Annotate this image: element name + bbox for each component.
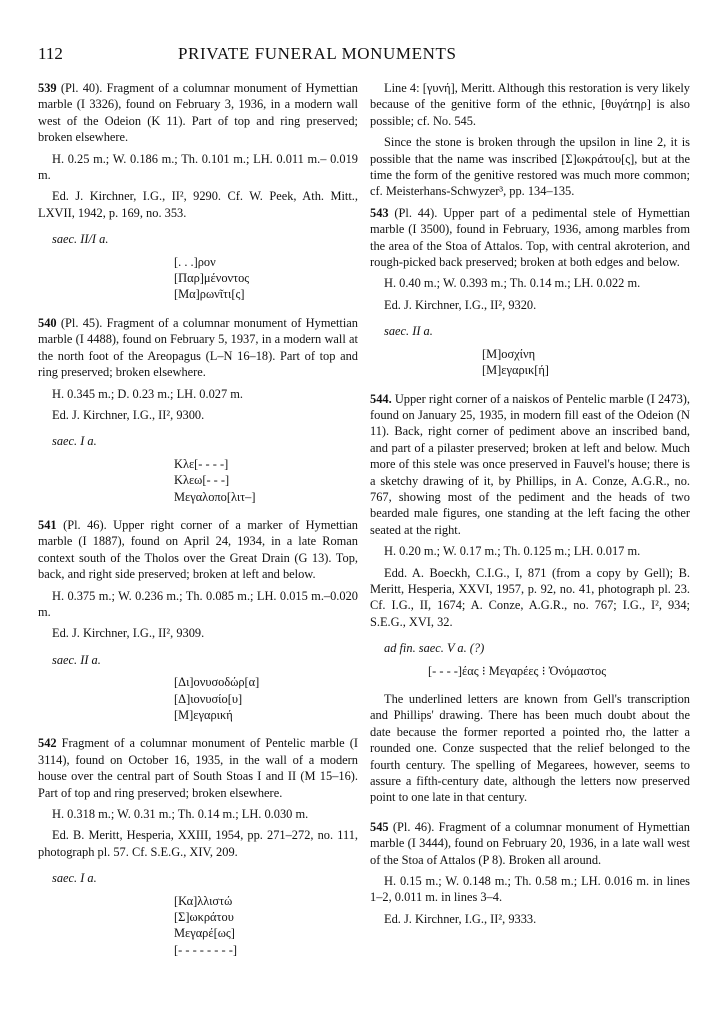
entry-542-edition: Ed. B. Meritt, Hesperia, XXIII, 1954, pp. 271–272, no. 111, photograph pl. 57. Cf. S.E.G., XIV, 209.: [38, 828, 358, 859]
entry-542-inscription: [174, 893, 358, 959]
entry-545-edition: Ed. J. Kirchner, I.G., II², 9333.: [384, 911, 537, 926]
right-column: [370, 80, 690, 932]
inscription-line: [Κα]λλιστώ: [174, 893, 233, 908]
entry-545-description: 545 (Pl. 46). Fragment of a columnar monument of Hymettian marble (I 3444), found on February 20, 1936, in a late wall west of the Stoa of Attalos (P 8). Broken all around.: [370, 819, 690, 867]
page-number: 112: [38, 44, 63, 63]
inscription-line: Μεγαρέ[ως]: [174, 926, 235, 941]
inscription-line: [Παρ]μένοντος: [174, 271, 250, 286]
running-head: PRIVATE FUNERAL MONUMENTS: [178, 44, 457, 63]
entry-543-description: 543 (Pl. 44). Upper part of a pedimental stele of Hymettian marble (I 3500), found in February, 1936, among marbles from the area of the Stoa of Attalos. Top, with central akroterion, and rough-picked back preserved; broken at both edges and below.: [370, 205, 690, 270]
entry-545-dimensions: H. 0.15 m.; W. 0.148 m.; Th. 0.58 m.; LH. 0.016 m. in lines 1–2, 0.011 m. in lines 3–4.: [370, 874, 690, 905]
entry-542-dimensions: H. 0.318 m.; W. 0.31 m.; Th. 0.14 m.; LH. 0.030 m.: [52, 807, 309, 822]
entry-542-description: 542 Fragment of a columnar monument of Pentelic marble (I 3114), found on October 16, 1935, in the wall of a modern house over the central part of South Stoas I and II (M 15–16). Part of top and ring preserved; broken elsewhere.: [38, 736, 358, 800]
note-line-4: Line 4: [γυνή], Meritt. Although this restoration is very likely because of the genitive form of the ethnic, [θυγάτηρ] is also possible; cf. No. 545.: [370, 81, 690, 128]
entry-543-edition: Ed. J. Kirchner, I.G., II², 9320.: [384, 297, 537, 312]
inscription-line: Μεγαλοπο[λιτ–]: [174, 489, 256, 504]
left-column: [38, 80, 358, 970]
entry-544-dimensions: H. 0.20 m.; W. 0.17 m.; Th. 0.125 m.; LH. 0.017 m.: [384, 544, 641, 559]
entry-540-description: 540 (Pl. 45). Fragment of a columnar monument of Hymettian marble (I 4488), found on February 5, 1937, in a modern wall at the north foot of the Areopagus (L–N 16–18). Part of top and ring preserved; broken elsewhere.: [38, 315, 358, 380]
inscription-line: [Μα]ρωνῖτι[ς]: [174, 287, 245, 302]
entry-543-inscription: [482, 346, 690, 379]
inscription-line: [- - - - - - - -]: [174, 942, 237, 957]
entry-543-dimensions: H. 0.40 m.; W. 0.393 m.; Th. 0.14 m.; LH. 0.022 m.: [384, 276, 641, 291]
entry-544-date: ad fin. saec. V a. (?): [384, 641, 485, 656]
entry-543-date: saec. II a.: [384, 324, 433, 339]
entry-541-edition: Ed. J. Kirchner, I.G., II², 9309.: [52, 626, 205, 641]
entry-544-inscription: [428, 663, 690, 679]
entry-539-edition: Ed. J. Kirchner, I.G., II², 9290. Cf. W. Peek, Ath. Mitt., LXVII, 1942, p. 169, no. 353.: [38, 189, 358, 220]
entry-539-inscription: [174, 254, 358, 303]
entry-540-date: saec. I a.: [52, 434, 97, 449]
page-header: [38, 44, 687, 68]
entry-540-inscription: [174, 456, 358, 505]
entry-544-edition: Edd. A. Boeckh, C.I.G., I, 871 (from a copy by Gell); B. Meritt, Hesperia, XXVI, 1957, p. 92, no. 41, photograph pl. 23. Cf. I.G., II, 1674; A. Conze, A.G.R., no. 767; I.G., I², 934; S.E.G., XVI, 32.: [370, 565, 690, 629]
entry-542-date: saec. I a.: [52, 871, 97, 886]
inscription-line: Κλεω[- - -]: [174, 473, 230, 488]
inscription-line: [- - - -]έας ⁝ Μεγαρέες ⁝ Ὀνόμαστος: [428, 663, 607, 678]
inscription-line: [Μ]εγαρική: [174, 708, 233, 722]
entry-541-description: 541 (Pl. 46). Upper right corner of a marker of Hymettian marble (I 1887), found on April 24, 1934, in a late Roman context south of the Tholos over the Great Drain (G 13). Top, back, and right side preserved; broken at left and below.: [38, 517, 358, 582]
inscription-line: [. . .]ρον: [174, 254, 216, 269]
entry-540-edition: Ed. J. Kirchner, I.G., II², 9300.: [52, 407, 205, 422]
inscription-line: [Μ]εγαρικ[ή]: [482, 363, 549, 378]
inscription-line: [Σ]ωκράτου: [174, 910, 234, 925]
entry-544-description: 544. Upper right corner of a naiskos of Pentelic marble (I 2473), found on January 25, 1935, in modern fill east of the Odeion (N 11). Back, right corner of pediment above an inscribed band, and part of a pilaster preserved; broken at left and below. Much more of this stele was once preserved in Fauvel's house; there is a sketchy drawing of it, by Phillips, in A. Conze, A.G.R., no. 767, showing most of the pediment and the heads of two bearded male figures, one standing at the left facing the other seated at the right.: [370, 391, 690, 537]
entry-539-dimensions: H. 0.25 m.; W. 0.186 m.; Th. 0.101 m.; LH. 0.011 m.– 0.019 m.: [38, 151, 358, 183]
entry-544-commentary: The underlined letters are known from Gell's transcription and Phillips' drawing. There has been much doubt about the date because the former reported a pointed rho, the latter a rounded one. Conze suspected that the relief belonged to the fourth century. The spelling of Megarees, however, seems to assure a fifth-century date, although the letters now preserved point to one late in that century.: [370, 692, 690, 805]
entry-541-dimensions: H. 0.375 m.; W. 0.236 m.; Th. 0.085 m.; LH. 0.015 m.–0.020 m.: [38, 588, 358, 619]
inscription-line: [Δι]ονυσοδώρ[α]: [174, 675, 260, 690]
inscription-line: [Μ]οσχίνη: [482, 346, 536, 361]
inscription-line: Κλε[- - - -]: [174, 456, 229, 471]
note-upsilon: Since the stone is broken through the upsilon in line 2, it is possible that the name was inscribed [Σ]ωκράτου[ς], but at the time the form of the genitive restored was much more common; cf. Meisterhans-Schwyzer³, pp. 134–135.: [370, 135, 690, 199]
entry-540-dimensions: H. 0.345 m.; D. 0.23 m.; LH. 0.027 m.: [52, 386, 244, 401]
entry-541-inscription: [174, 674, 358, 723]
entry-539-date: saec. II/I a.: [52, 232, 109, 247]
entry-539-description: 539 (Pl. 40). Fragment of a columnar monument of Hymettian marble (I 3326), found on February 3, 1936, in a modern wall west of the Odeion (K 11). Part of top and ring preserved; broken elsewhere.: [38, 81, 358, 145]
inscription-line: [Δ]ιονυσίο[υ]: [174, 691, 243, 706]
entry-541-date: saec. II a.: [52, 652, 101, 667]
